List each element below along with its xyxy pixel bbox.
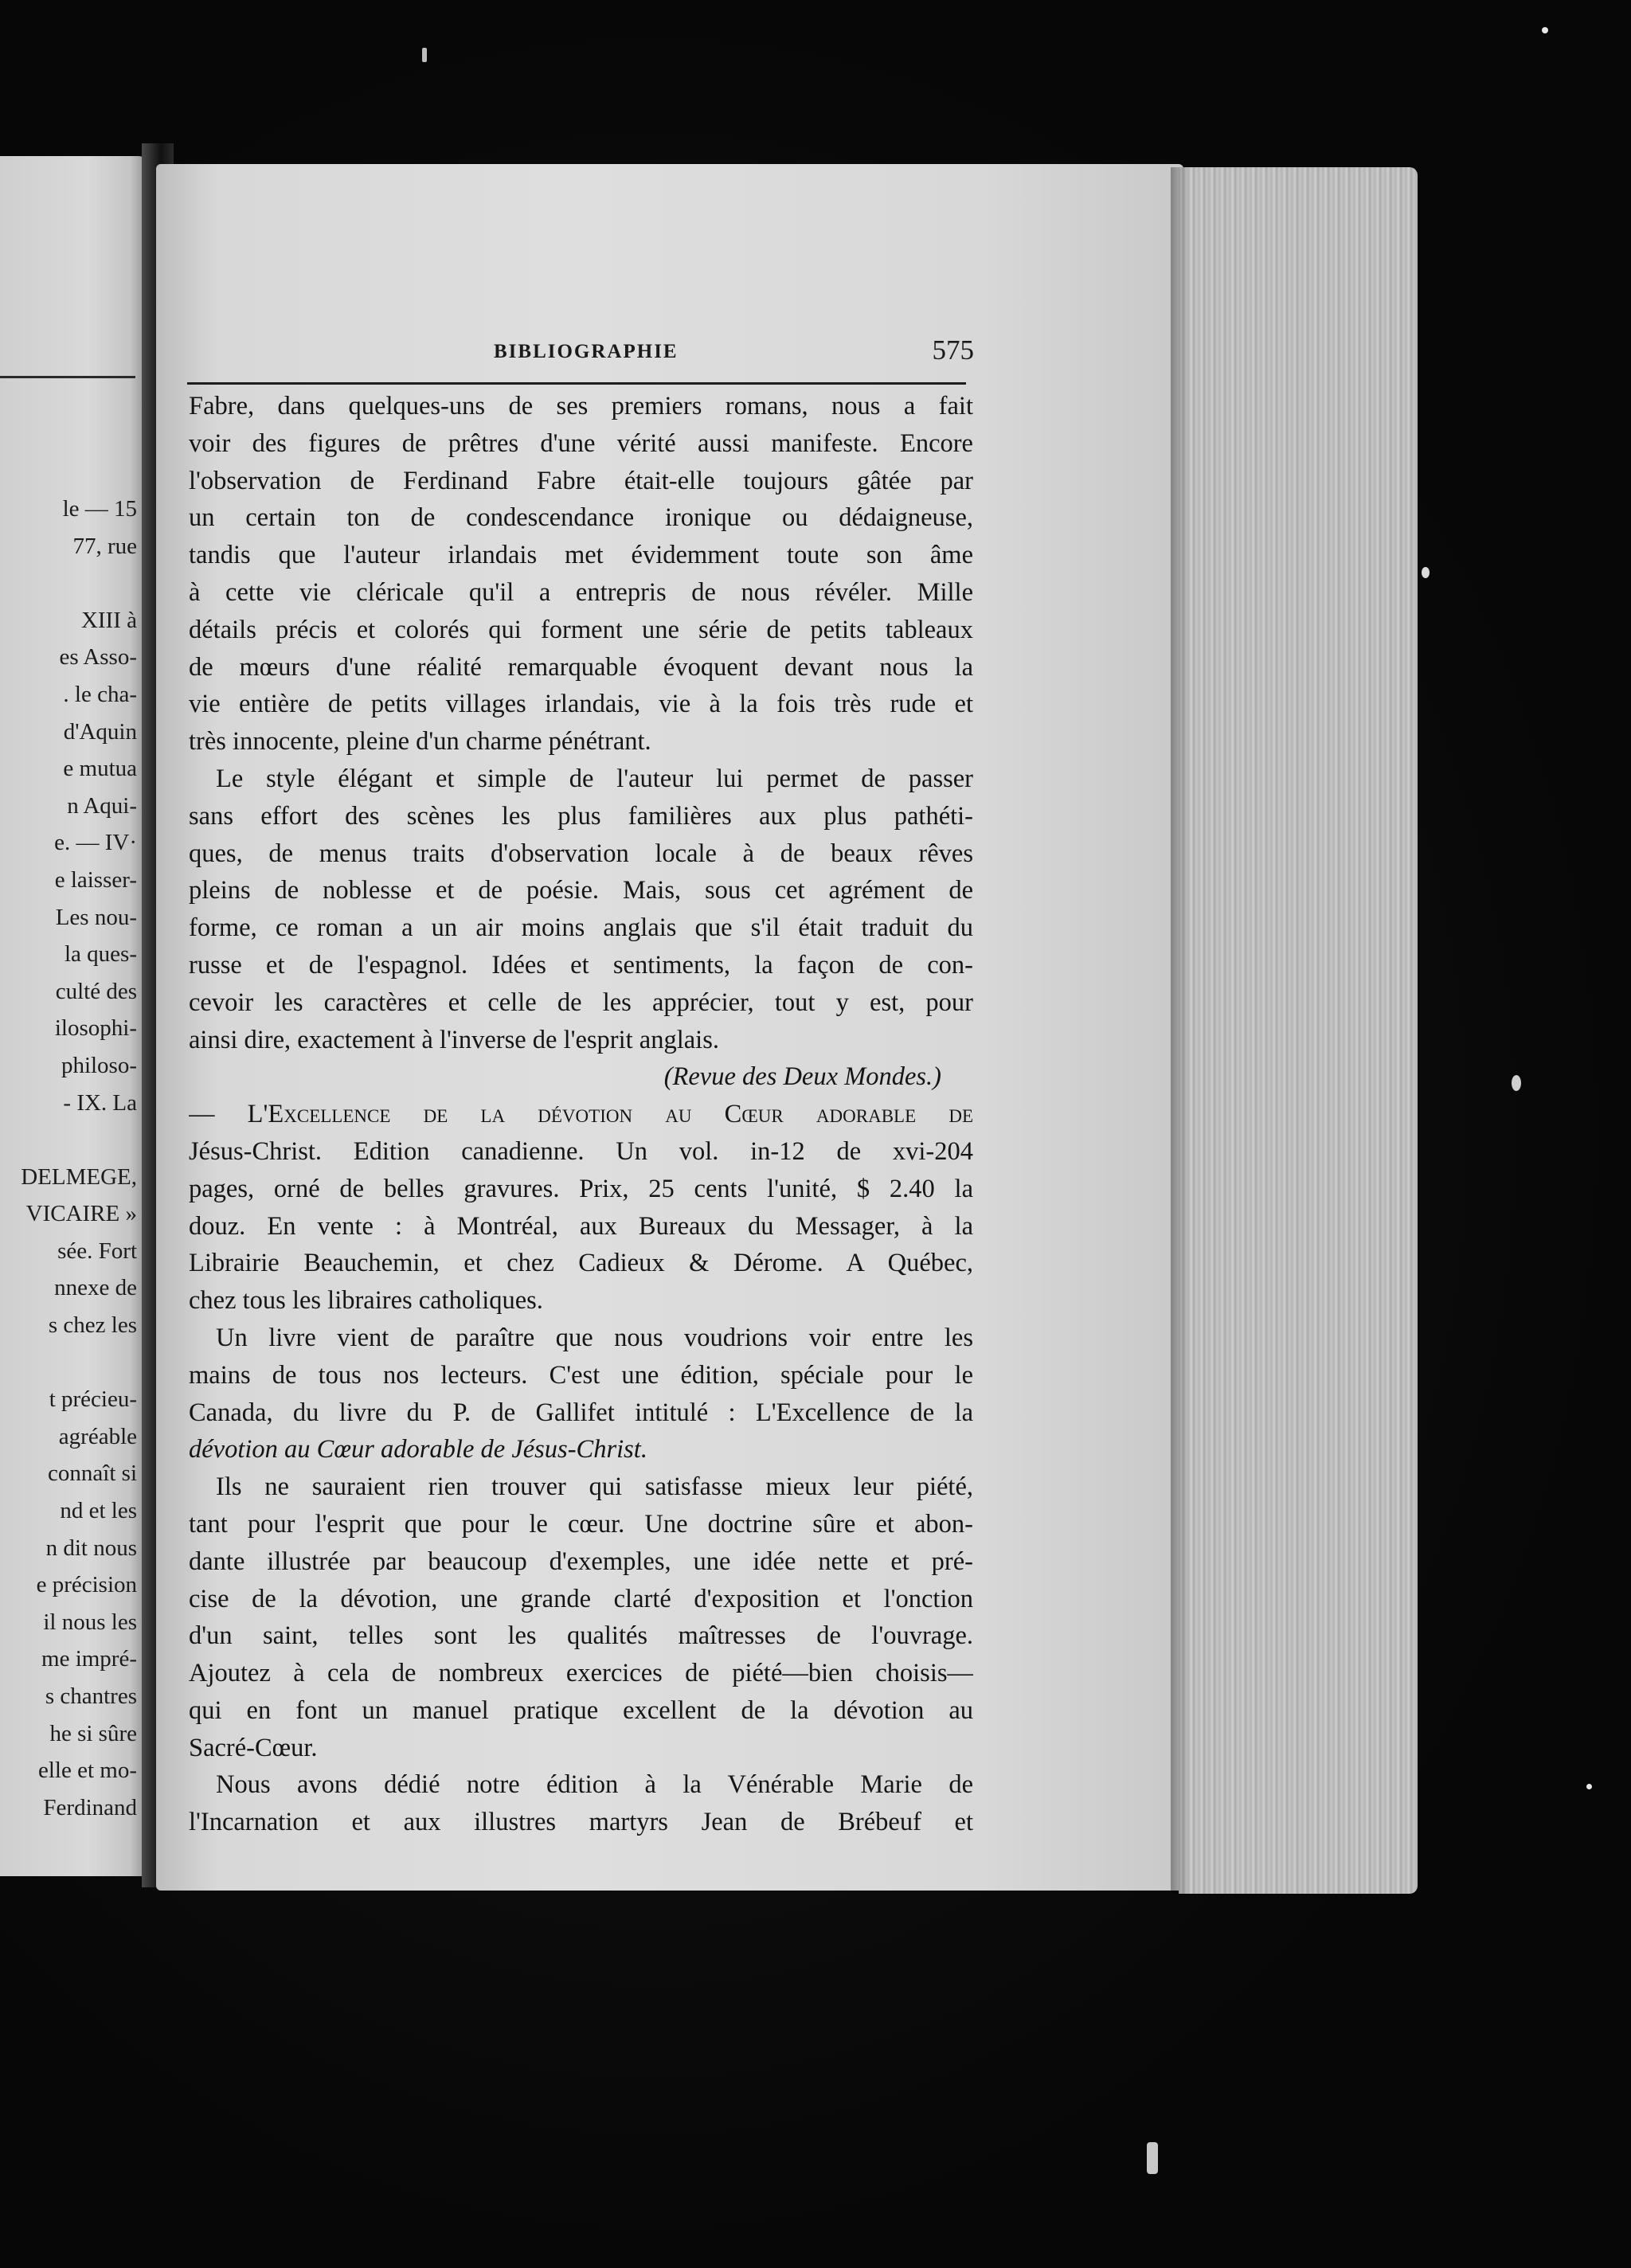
left-page-line-text: il nous les: [43, 1609, 137, 1635]
text-line: sans effort des scènes les plus familières aux plus pathéti-: [189, 801, 973, 831]
left-page-rule: [0, 376, 135, 378]
left-page-line-text: e précision: [36, 1572, 137, 1598]
left-page-line-text: d'Aquin: [63, 718, 137, 745]
film-speck: [1422, 567, 1430, 578]
text-line: — L'Excellence de la dévotion au Cœur adorable de: [189, 1100, 973, 1129]
left-page-line: [0, 1195, 137, 1233]
text-line: tant pour l'esprit que pour le cœur. Une doctrine sûre et abon-: [189, 1509, 973, 1539]
left-page-line-text: VICAIRE »: [25, 1201, 137, 1227]
citation-line: (Revue des Deux Mondes.): [663, 1062, 941, 1092]
text-line: russe et de l'espagnol. Idées et sentiments, la façon de con-: [189, 950, 973, 980]
text-line: Fabre, dans quelques-uns de ses premiers romans, nous a fait: [189, 392, 973, 420]
text-line: cise de la dévotion, une grande clarté d'exposition et l'onction: [189, 1584, 973, 1613]
left-page-line-text: es Asso-: [59, 644, 137, 671]
text-line: Sacré-Cœur.: [189, 1733, 318, 1762]
text-line: tandis que l'auteur irlandais met évidemment toute son âme: [189, 541, 973, 570]
left-page-line-text: he si sûre: [49, 1720, 137, 1746]
text-line: dévotion au Cœur adorable de Jésus-Christ.: [189, 1435, 647, 1464]
left-page-line: [0, 1530, 137, 1567]
text-line: l'Incarnation et aux illustres martyrs Jean de Brébeuf et: [189, 1808, 973, 1837]
left-page-line: [0, 1492, 137, 1530]
left-page-line-text: nnexe de: [54, 1275, 137, 1301]
text-line: Le style élégant et simple de l'auteur lui permet de passer: [216, 764, 973, 793]
left-page-line-text: ilosophi-: [54, 1015, 137, 1042]
text-line: d'un saint, telles sont les qualités maîtresses de l'ouvrage.: [189, 1621, 973, 1651]
left-page-line: [0, 1381, 137, 1418]
left-page-line: [0, 824, 137, 862]
text-line: dante illustrée par beaucoup d'exemples, une idée nette et pré-: [189, 1547, 973, 1576]
left-page-line-text: e laisser-: [54, 866, 137, 893]
left-page-line: [0, 1418, 137, 1456]
left-page-line: [0, 1344, 137, 1382]
left-page-line: [0, 788, 137, 825]
left-page-line: [0, 1752, 137, 1789]
text-line: Ajoutez à cela de nombreux exercices de piété—bien choisis—: [189, 1659, 973, 1688]
left-page-line: [0, 1085, 137, 1122]
left-page-line: [0, 491, 137, 528]
left-page-line-text: Les nou-: [55, 904, 137, 930]
body-text: [189, 388, 973, 1841]
text-line: douz. En vente : à Montréal, aux Bureaux du Messager, à la: [189, 1211, 973, 1241]
film-speck: [422, 48, 427, 62]
text-line: ainsi dire, exactement à l'inverse de l'esprit anglais.: [189, 1025, 719, 1054]
left-page-line-text: e. — IV·: [54, 830, 137, 856]
film-speck: [1147, 2142, 1158, 2174]
running-title: BIBLIOGRAPHIE: [494, 341, 679, 362]
left-page-line-text: n Aqui-: [67, 792, 137, 819]
left-page-line-text: Ferdinand: [43, 1794, 137, 1820]
left-page-line-text: sée. Fort: [57, 1238, 137, 1264]
text-line: chez tous les libraires catholiques.: [189, 1286, 543, 1316]
left-page-line: [0, 750, 137, 788]
text-line: Librairie Beauchemin, et chez Cadieux & Dérome. A Québec,: [189, 1249, 973, 1278]
left-page-line: [0, 936, 137, 973]
left-page-line-text: culté des: [55, 978, 137, 1004]
text-line: Nous avons dédié notre édition à la Vénérable Marie de: [216, 1770, 973, 1800]
page-edges: [1179, 167, 1418, 1894]
left-page-line-text: DELMEGE,: [21, 1163, 137, 1190]
left-page-line: [0, 1010, 137, 1047]
left-page-line-text: connaît si: [48, 1461, 137, 1487]
page-edges-shadow: [1171, 167, 1190, 1894]
text-line: Un livre vient de paraître que nous voudrions voir entre les: [216, 1323, 973, 1352]
left-page-line-text: n dit nous: [45, 1535, 137, 1561]
left-page-line: [0, 973, 137, 1011]
left-page-line: [0, 1640, 137, 1678]
left-page-line-text: s chantres: [45, 1683, 137, 1709]
text-line: pages, orné de belles gravures. Prix, 25 cents l'unité, $ 2.40 la: [189, 1174, 973, 1203]
text-line: Canada, du livre du P. de Gallifet intitulé : L'Excellence de la: [189, 1398, 973, 1427]
left-page-line-text: agréable: [58, 1423, 137, 1449]
left-page-line: [0, 862, 137, 899]
text-line: un certain ton de condescendance ironique ou dédaigneuse,: [189, 503, 973, 533]
left-page-line: [0, 1789, 137, 1827]
running-head: [187, 331, 974, 379]
text-line: de mœurs d'une réalité remarquable évoquent devant nous la: [189, 652, 973, 682]
text-line: vie entière de petits villages irlandais, vie à la fois très rude et: [189, 690, 973, 719]
left-page-line-text: s chez les: [48, 1312, 137, 1339]
left-page-line: [0, 1269, 137, 1307]
text-line: détails précis et colorés qui forment une série de petits tableaux: [189, 615, 973, 644]
text-line: l'observation de Ferdinand Fabre était-elle toujours gâtée par: [189, 466, 973, 495]
left-page-line-text: - IX. La: [63, 1089, 137, 1116]
left-page-line-text: nd et les: [60, 1498, 137, 1524]
left-page-line: [0, 676, 137, 714]
text-line: à cette vie cléricale qu'il a entrepris de nous révéler. Mille: [189, 577, 973, 607]
left-page-line: [0, 1307, 137, 1344]
header-rule: [187, 382, 966, 385]
film-speck: [1542, 27, 1548, 33]
film-speck: [1586, 1784, 1592, 1789]
film-speck: [1512, 1075, 1521, 1091]
left-page-line-text: t précieu-: [49, 1386, 137, 1413]
left-page-line: [0, 1121, 137, 1159]
left-page-line: [0, 565, 137, 602]
left-facing-page: [0, 156, 148, 1876]
left-page-line: [0, 899, 137, 937]
left-page-line-text: . le cha-: [63, 681, 137, 707]
left-page-line-text: le — 15: [62, 496, 137, 522]
left-page-line: [0, 1604, 137, 1641]
left-page-line-text: me impré-: [41, 1646, 137, 1672]
left-page-line: [0, 1233, 137, 1270]
left-page-text: [0, 491, 137, 1826]
left-page-line-text: philoso-: [61, 1052, 137, 1078]
left-page-line: [0, 1047, 137, 1085]
left-page-line: [0, 1566, 137, 1604]
left-page-line-text: XIII à: [80, 607, 137, 633]
page-number: 575: [932, 334, 974, 366]
left-page-line-text: e mutua: [63, 756, 137, 782]
left-page-line: [0, 528, 137, 565]
left-page-line: [0, 1678, 137, 1715]
left-page-line-text: 77, rue: [72, 533, 137, 559]
text-line: très innocente, pleine d'un charme pénétrant.: [189, 727, 651, 757]
left-page-line-text: elle et mo-: [37, 1758, 137, 1784]
left-page-line: [0, 1159, 137, 1196]
left-page-line: [0, 714, 137, 751]
text-line: forme, ce roman a un air moins anglais que s'il était traduit du: [189, 913, 973, 943]
left-page-line: [0, 1455, 137, 1492]
text-line: ques, de menus traits d'observation locale à de beaux rêves: [189, 839, 973, 868]
left-page-line: [0, 1715, 137, 1753]
text-line: qui en font un manuel pratique excellent de la dévotion au: [189, 1695, 973, 1725]
text-line: pleins de noblesse et de poésie. Mais, sous cet agrément de: [189, 876, 973, 905]
text-line: cevoir les caractères et celle de les apprécier, tout y est, pour: [189, 987, 973, 1017]
text-line: mains de tous nos lecteurs. C'est une édition, spéciale pour le: [189, 1360, 973, 1390]
left-page-line: [0, 602, 137, 639]
left-page-line: [0, 639, 137, 676]
text-line: Jésus-Christ. Edition canadienne. Un vol. in-12 de xvi-204: [189, 1136, 973, 1166]
text-line: Ils ne sauraient rien trouver qui satisfasse mieux leur piété,: [216, 1472, 973, 1502]
text-line: voir des figures de prêtres d'une vérité aussi manifeste. Encore: [189, 428, 973, 458]
left-page-line-text: la ques-: [65, 941, 137, 968]
